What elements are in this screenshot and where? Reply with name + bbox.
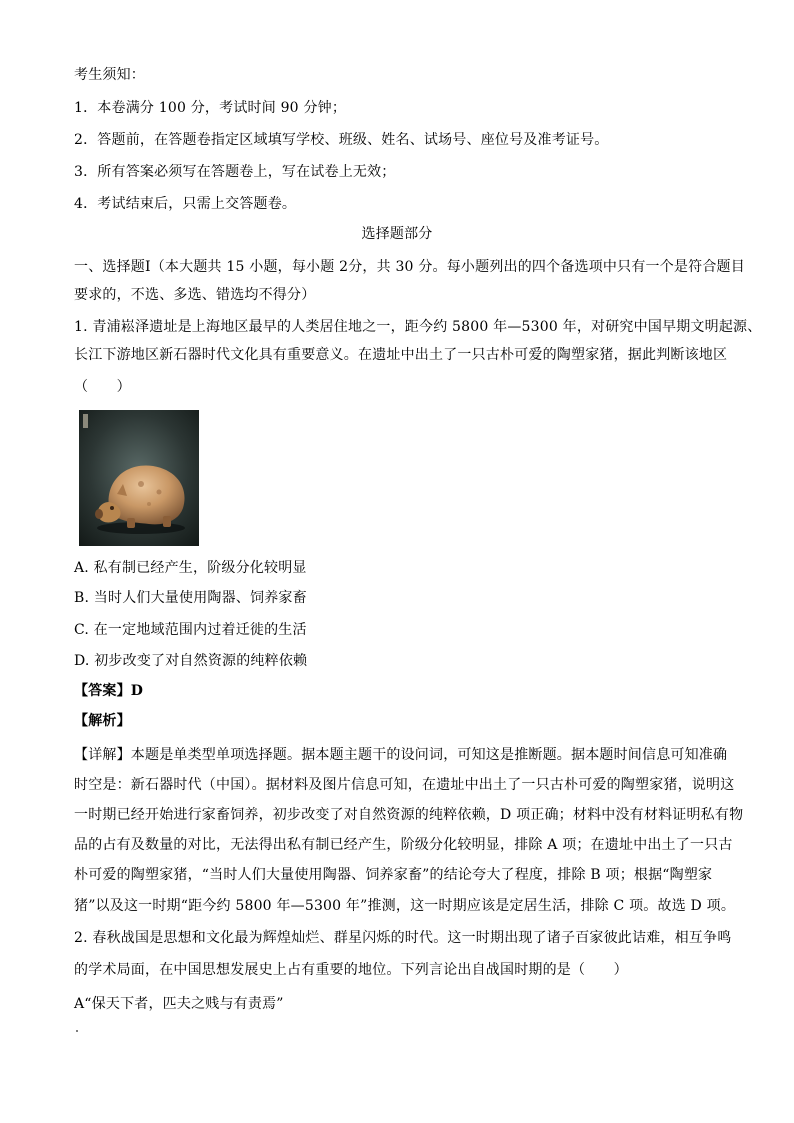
q1-stem-line-2: 长江下游地区新石器时代文化具有重要意义。在遗址中出土了一只古朴可爱的陶塑家猪，据此判断该地区 <box>74 347 728 363</box>
q1-analysis-line-2: 时空是：新石器时代（中国）。据材料及图片信息可知，在遗址中出土了一只古朴可爱的陶塑家猪，说明这 <box>74 777 735 793</box>
q1-option-a: A. 私有制已经产生，阶级分化较明显 <box>74 560 307 576</box>
part-header-line-2: 要求的，不选、多选、错选均不得分） <box>74 287 316 303</box>
q1-stem-line-1: 1. 青浦崧泽遗址是上海地区最早的人类居住地之一，距今约 5800 年—5300 年，对研究中国早期文明起源、 <box>74 319 762 335</box>
notice-item-4: 4．考试结束后，只需上交答题卷。 <box>74 196 297 212</box>
notice-item-3: 3．所有答案必须写在答题卷上，写在试卷上无效； <box>74 164 396 180</box>
notice-item-1: 1．本卷满分 100 分，考试时间 90 分钟； <box>74 100 347 116</box>
q2-stem-line-2: 的学术局面，在中国思想发展史上占有重要的地位。下列言论出自战国时期的是（ ） <box>74 962 628 978</box>
q2-option-a: A“保天下者，匹夫之贱与有责焉” <box>74 996 284 1012</box>
q1-analysis-line-5: 朴可爱的陶塑家猪，“当时人们大量使用陶器、饲养家畜”的结论夸大了程度，排除 B 项；根据“陶塑家 <box>74 867 713 883</box>
section-title: 选择题部分 <box>361 226 433 242</box>
stray-mark <box>76 1030 78 1032</box>
q1-option-b: B. 当时人们大量使用陶器、饲养家畜 <box>74 590 307 606</box>
q1-analysis-label: 【解析】 <box>74 713 131 729</box>
q2-stem-line-1: 2. 春秋战国是思想和文化最为辉煌灿烂、群星闪烁的时代。这一时期出现了诸子百家彼此诘难，相互争鸣 <box>74 930 732 946</box>
q1-stem-line-3: （ ） <box>74 379 131 395</box>
q1-analysis-line-6: 猪”以及这一时期“距今约 5800 年—5300 年”推测，这一时期应该是定居生活，排除 C 项。故选 D 项。 <box>74 898 736 914</box>
notice-title: 考生须知： <box>74 67 145 83</box>
pottery-pig-photo <box>79 410 199 546</box>
q1-option-c: C. 在一定地域范围内过着迁徙的生活 <box>74 622 307 638</box>
q1-analysis-line-3: 一时期已经开始进行家畜饲养，初步改变了对自然资源的纯粹依赖，D 项正确；材料中没有材料证明私有物 <box>74 807 744 823</box>
q1-analysis-line-4: 品的占有及数量的对比，无法得出私有制已经产生，阶级分化较明显，排除 A 项；在遗址中出土了一只古 <box>74 837 733 853</box>
q1-analysis-line-1: 【详解】本题是单类型单项选择题。据本题主题干的设问词，可知这是推断题。据本题时间信息可知准确 <box>74 747 728 763</box>
notice-item-2: 2．答题前，在答题卷指定区域填写学校、班级、姓名、试场号、座位号及准考证号。 <box>74 132 609 148</box>
q1-option-d: D. 初步改变了对自然资源的纯粹依赖 <box>74 653 308 669</box>
q1-answer: 【答案】D <box>74 683 144 699</box>
part-header-line-1: 一、选择题Ⅰ（本大题共 15 小题，每小题 2分，共 30 分。每小题列出的四个备选项中只有一个是符合题目 <box>74 259 745 275</box>
